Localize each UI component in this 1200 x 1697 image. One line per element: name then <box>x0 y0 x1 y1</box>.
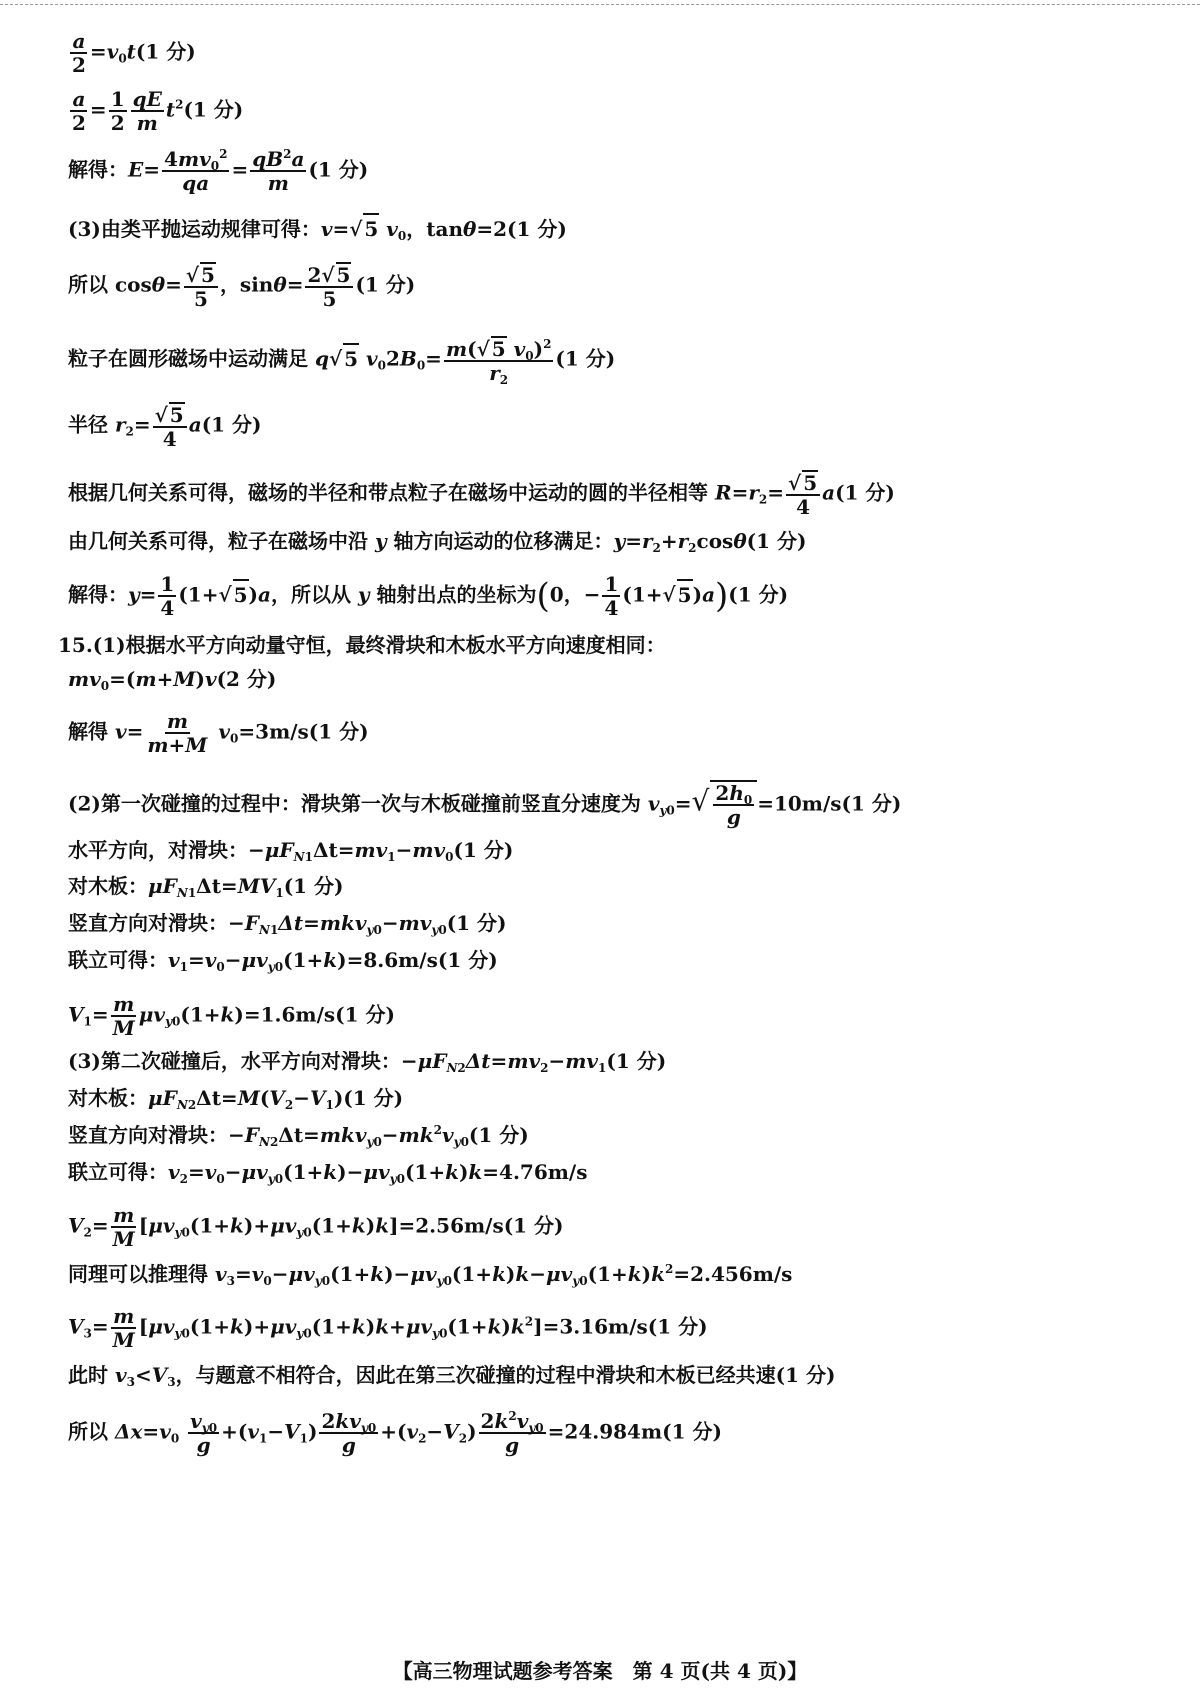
eq-y-displacement: 由几何关系可得，粒子在磁场中沿 y 轴方向运动的位移满足：$y=r_2+r_2\cos\theta(1$ 分) <box>68 529 807 555</box>
eq-radius-r2: 半径 $r_2=$ $\frac{√ 5}{4}$ a(1 分) <box>68 403 262 451</box>
eq-horizontal-slider-1: 水平方向，对滑块：$-\mu F_{N1}\Delta t=mv_1-mv_0(1$ 分) <box>68 838 514 864</box>
eq-common-velocity: 解得 v= $\frac{m}{m+M}$ $v_0=3m/s(1$ 分) <box>68 709 369 757</box>
eq-vertical-slider-1: 竖直方向对滑块：$-F_{N1}\Delta t=mkv_{y0}-mv_{y0}(1$ 分) <box>68 911 507 937</box>
eq-v3: 同理可以推理得 $v_3=v_0-\mu v_{y0}(1+k)-\mu v_{y0}(1+k)k-\mu v_{y0}(1+k)k^2=2.456m/s$ <box>68 1262 793 1288</box>
eq-momentum: $mv_0=(m+M)v(2$ 分) <box>68 667 277 693</box>
eq-cos-sin: 所以 cosθ= $\frac{√ 5}{5}$ ，sinθ= $\frac{2√ 5}{5}$ (1 分) <box>68 263 416 311</box>
eq-exit-coordinate: 解得：y= $\frac{1}{4}$ (1+√ 5)a，所以从 y 轴射出点的坐标为(0，− $\frac{1}{4}$ (1+√ 5)a)(1 分) <box>68 572 789 620</box>
top-border <box>0 4 1200 5</box>
eq-board-1: 对木板：$\mu F_{N1}\Delta t=MV_1(1$ 分) <box>68 874 344 900</box>
eq-field-radius: 根据几何关系可得，磁场的半径和带点粒子在磁场中运动的圆的半径相等 $R=r_2=$ $\frac{√ 5}{4}$ a(1 分) <box>68 471 895 519</box>
eq-V1: $V_1=$ $\frac{m}{M}$ $\mu v_{y0}(1+k)=1.6m/s(1$ 分) <box>68 992 395 1040</box>
eq-comparison: 此时 $v_3<V_3$，与题意不相符合，因此在第三次碰撞的过程中滑块和木板已经共速(1 分) <box>68 1363 836 1389</box>
eq-vertical-slider-2: 竖直方向对滑块：$-F_{N2}\Delta t=mkv_{y0}-mk^2v_{y0}(1$ 分) <box>68 1123 529 1149</box>
eq-delta-x: 所以 $\Delta x=v_0$ $\frac{v_{y0}}{g}$ $+(v_1-V_1)$ $2kv_{y0}$ g $+(v_2-V_2)$ $\frac{2k^2v_{y0}}{g}$ =24.984m(1 分) <box>68 1409 722 1457</box>
eq-solve-E: 解得：E= $\frac{4mv_0^2}{qa}$ = $\frac{qB^2a}{m}$ (1 分) <box>68 147 369 195</box>
eq-circular-motion: 粒子在圆形磁场中运动满足 q√ 5 $v_02B_0=$ $\frac{m(√ 5 v_0)^2}{r_2}$ (1 分) <box>68 337 616 387</box>
eq-horizontal-slider-2: (3)第二次碰撞后，水平方向对滑块：$-\mu F_{N2}\Delta t=mv_2-mv_1(1$ 分) <box>68 1049 667 1075</box>
eq-V3: $V_3=$ $\frac{m}{M}$ $[\mu v_{y0}(1+k)+\mu v_{y0}(1+k)k+\mu v_{y0}(1+k)k^2]=3.16m/s(1$ 分) <box>68 1304 708 1352</box>
page-footer: 【高三物理试题参考答案 第 4 页(共 4 页)】 <box>392 1659 808 1683</box>
eq-vy0: (2)第一次碰撞的过程中：滑块第一次与木板碰撞前竖直分速度为 $v_{y0}=√$ $\frac{2h_0}{g}$ =10m/s(1 分) <box>68 781 902 829</box>
eq-board-2: 对木板：$\mu F_{N2}\Delta t=M(V_2-V_1)(1$ 分) <box>68 1086 404 1112</box>
eq-v1: 联立可得：$v_1=v_0-\mu v_{y0}(1+k)=8.6m/s(1$ 分) <box>68 948 498 974</box>
eq-a-over-2-v0t: $\frac{a}{2}$ $=v_0t(1$ 分) <box>72 29 196 77</box>
eq-a-over-2-accel: $\frac{a}{2}$ = $\frac{1}{2}$ $\frac{qE}{m}$ $t^2(1$ 分) <box>72 87 244 135</box>
q15-part1: 15.(1)根据水平方向动量守恒，最终滑块和木板水平方向速度相同： <box>58 633 666 657</box>
eq-v2: 联立可得：$v_2=v_0-\mu v_{y0}(1+k)-\mu v_{y0}(1+k)k=4.76m/s$ <box>68 1160 588 1186</box>
eq-V2: $V_2=$ $\frac{m}{M}$ $[\mu v_{y0}(1+k)+\mu v_{y0}(1+k)k]=2.56m/s(1$ 分) <box>68 1203 564 1251</box>
eq-projectile: (3)由类平抛运动规律可得：v=√ 5 $v_0$，tanθ=2(1 分) <box>68 213 567 243</box>
